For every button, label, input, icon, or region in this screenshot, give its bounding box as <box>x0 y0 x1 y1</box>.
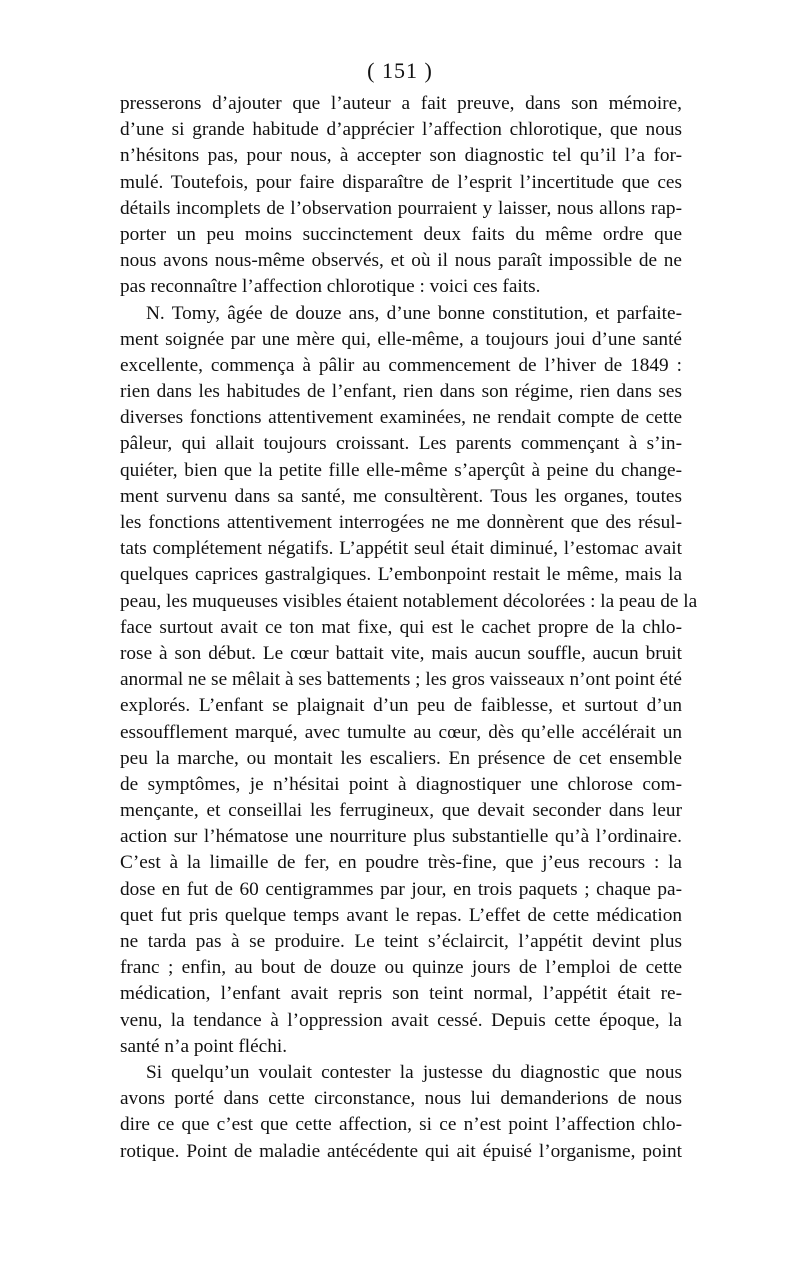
paragraph <box>120 301 698 1060</box>
text-line: d’une si grande habitude d’apprécier l’affection chlorotique, que nous <box>120 119 682 141</box>
text-line: les fonctions attentivement interrogées ne me donnèrent que des résul- <box>120 512 682 533</box>
text-line: face surtout avait ce ton mat fixe, qui est le cachet propre de la chlo- <box>120 616 682 638</box>
text-line: n’hésitons pas, pour nous, à accepter son diagnostic tel qu’il l’a for- <box>120 145 682 167</box>
text-line: pas reconnaître l’affection chlorotique : voici ces faits. <box>120 276 541 298</box>
text-line: quet fut pris quelque temps avant le repas. L’effet de cette médication <box>120 904 682 926</box>
text-line: de symptômes, je n’hésitai point à diagnostiquer une chlorose com- <box>120 773 682 795</box>
text-line: mulé. Toutefois, pour faire disparaître de l’esprit l’incertitude que ces <box>120 171 682 193</box>
text-line: Si quelqu’un voulait contester la justesse du diagnostic que nous <box>146 1061 682 1083</box>
text-line: nous avons nous-même observés, et où il nous paraît impossible de ne <box>120 250 682 272</box>
text-line: N. Tomy, âgée de douze ans, d’une bonne constitution, et parfaite- <box>146 302 682 324</box>
text-line: peu la marche, ou montait les escaliers. En présence de cet ensemble <box>120 747 682 769</box>
text-line: excellente, commença à pâlir au commencement de l’hiver de 1849 : <box>120 354 682 376</box>
text-line: pâleur, qui allait toujours croissant. Les parents commençant à s’in- <box>120 433 682 455</box>
text-line: C’est à la limaille de fer, en poudre très-fine, que j’eus recours : la <box>120 852 682 874</box>
text-line: action sur l’hématose une nourriture plus substantielle qu’à l’ordinaire. <box>120 826 682 848</box>
text-line: diverses fonctions attentivement examinées, ne rendait compte de cette <box>120 407 682 429</box>
text-line: venu, la tendance à l’oppression avait cessé. Depuis cette époque, la <box>120 1009 682 1031</box>
text-line: ne tarda pas à se produire. Le teint s’éclaircit, l’appétit devint plus <box>120 931 682 952</box>
text-line: tats complétement négatifs. L’appétit seul était diminué, l’estomac avait <box>120 538 682 560</box>
text-line: porter un peu moins succinctement deux faits du même ordre que <box>120 223 682 245</box>
paragraph <box>120 1060 682 1165</box>
text-line: explorés. L’enfant se plaignait d’un peu de faiblesse, et surtout d’un <box>120 695 682 717</box>
paragraph <box>120 91 682 301</box>
text-line: ment survenu dans sa santé, me consultèrent. Tous les organes, toutes <box>120 485 682 507</box>
text-line: quelques caprices gastralgiques. L’embonpoint restait le même, mais la <box>120 564 682 586</box>
text-line: peau, les muqueuses visibles étaient notablement décolorées : la peau de la <box>120 590 698 612</box>
text-line: ment soignée par une mère qui, elle-même, a toujours joui d’une santé <box>120 328 682 350</box>
text-line: franc ; enfin, au bout de douze ou quinze jours de l’emploi de cette <box>120 957 682 979</box>
text-line: anormal ne se mêlait à ses battements ; les gros vaisseaux n’ont point été <box>120 669 682 691</box>
text-line: détails incomplets de l’observation pourraient y laisser, nous allons rap- <box>120 197 682 219</box>
page-number: ( 151 ) <box>367 58 433 83</box>
text-line: dire ce que c’est que cette affection, si ce n’est point l’affection chlo- <box>120 1114 682 1136</box>
text-line: médication, l’enfant avait repris son teint normal, l’appétit était re- <box>120 983 682 1005</box>
text-line: avons porté dans cette circonstance, nous lui demanderions de nous <box>120 1088 682 1110</box>
text-line: rose à son début. Le cœur battait vite, mais aucun souffle, aucun bruit <box>120 642 682 664</box>
text-line: rotique. Point de maladie antécédente qui ait épuisé l’organisme, point <box>120 1140 682 1162</box>
text-line: quiéter, bien que la petite fille elle-même s’aperçût à peine du change- <box>120 459 682 481</box>
text-line: santé n’a point fléchi. <box>120 1035 288 1057</box>
body-text <box>120 91 698 1165</box>
text-line: essoufflement marqué, avec tumulte au cœur, dès qu’elle accélérait un <box>120 721 682 743</box>
text-line: rien dans les habitudes de l’enfant, rien dans son régime, rien dans ses <box>120 381 682 403</box>
text-line: presserons d’ajouter que l’auteur a fait preuve, dans son mémoire, <box>120 93 682 114</box>
text-line: mençante, et conseillai les ferrugineux, que devait seconder dans leur <box>120 800 682 822</box>
text-line: dose en fut de 60 centigrammes par jour, en trois paquets ; chaque pa- <box>120 878 682 900</box>
